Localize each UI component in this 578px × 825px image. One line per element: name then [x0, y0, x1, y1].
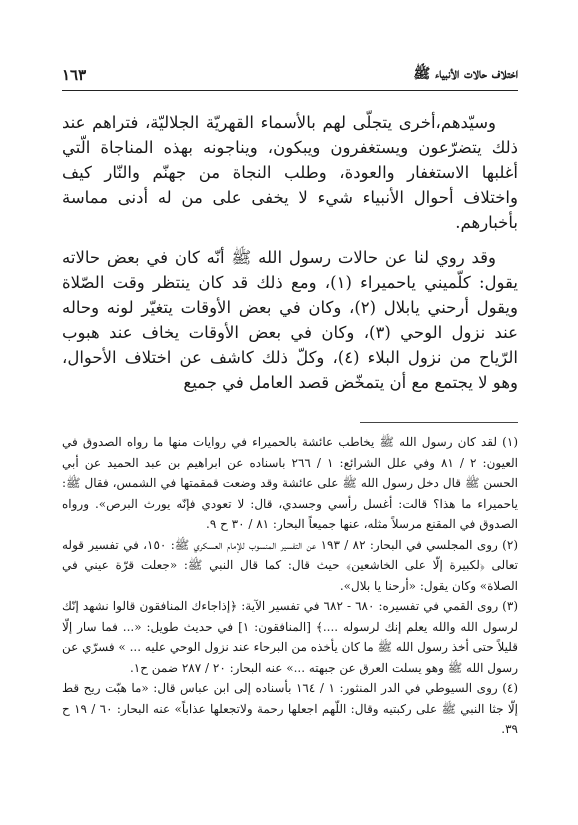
footnote-1: (١) لقد كان رسول الله ﷺ يخاطب عائشة بالحميراء في روايات منها ما رواه الصدوق في العيون: ٢ / ٨١ وفي علل الشرائع: ١ / ٢٦٦ باسناده عن ابراهيم بن عبد الحميد عن أبي الحسن ﷺ قال دخل رسول الله ﷺ على عائشة وقد وضعت قمقمتها في الشمس، فقال ﷺ: ياحميراء ما هذا؟ قالت: أغسل رأسي وجسدي، قال: لا تعودي فإنّه يورث البرص». ورواه الصدوق في المقنع مرسلاً مثله، عنها جميعاً البحار: ٨١ / ٣٠ ح ٩. [62, 435, 519, 531]
footnote-2: (٢) روى المجلسي في البحار: ٨٢ / ١٩٣ عن التفسير المنسوب للإمام العسكري ﷺ: ١٥٠، في تفسير قوله تعالى ﴿لكبيرة إلّا على الخاشعين﴾ حيث قال: كما قال النبي ﷺ: «جعلت قرّة عيني في الصلاة» وكان يقول: «أرحنا يا بلال». [62, 537, 519, 593]
footnotes [62, 432, 518, 740]
footnote-4: (٤) روى السيوطي في الدر المنثور: ١ / ١٦٤ بأسناده إلى ابن عباس قال: «ما هبّت ريح قط إلّا جثا النبي ﷺ على ركبتيه وقال: اللّهم اجعلها رحمة ولاتجعلها عذاباً» عنه البحار: ٦٠ / ١٩ ح ٣٩. [62, 681, 519, 736]
footnote-separator [360, 422, 518, 423]
header-rule [62, 90, 518, 91]
page-header [62, 64, 518, 86]
running-title: اختلاف حالات الأنبياء ﷺ [413, 66, 518, 82]
body-paragraph-1: وسيّدهم،أخرى يتجلّى لهم بالأسماء القهريّة الجلاليّة، فتراهم عند ذلك يتضرّعون ويستغفرون ويبكون، ويناجونه بهذه المناجاة الّتي أغلبها الاستغفار والعودة، وطلب النجاة من جهنّم والنّار كيف واختلاف أحوال الأنبياء شيء لا يخفى على من له أدنى مماسة بأخبارهم. [62, 113, 518, 232]
body-paragraph-2: وقد روي لنا عن حالات رسول الله ﷺ أنّه كان في بعض حالاته يقول: كلّميني ياحميراء (١)، ومع ذلك قد كان ينتظر وقت الصّلاة ويقول أرحني يابلال (٢)، وكان في بعض الأوقات يتغيّر لونه وحاله عند نزول الوحي (٣)، وكان في بعض الأوقات يخاف عند هبوب الرّياح من نزول البلاء (٤)، وكلّ ذلك كاشف عن اختلاف الأحوال، وهو لا يجتمع مع أن يتمخّض قصد العامل في جميع [62, 248, 519, 392]
main-text [62, 110, 518, 405]
footnote-3: (٣) روى القمي في تفسيره: ٦٨٠ - ٦٨٢ في تفسير الآية: ﴿إذاجاءك المنافقون قالوا نشهد إنّك لرسول الله والله يعلم إنك لرسوله ....﴾ [المنافقون: ١] في حديث طويل: «... فما سار إلّا قليلاً حتى أخذ رسول الله ﷺ ما كان يأخذه من البرحاء عند نزول الوحي عليه ... » فسرّي عن رسول الله ﷺ وهو يسلت العرق عن جبهته ...» عنه البحار: ٢٠ / ٢٨٧ ضمن ح١. [62, 599, 519, 675]
page-number: ١٦٣ [62, 66, 87, 84]
